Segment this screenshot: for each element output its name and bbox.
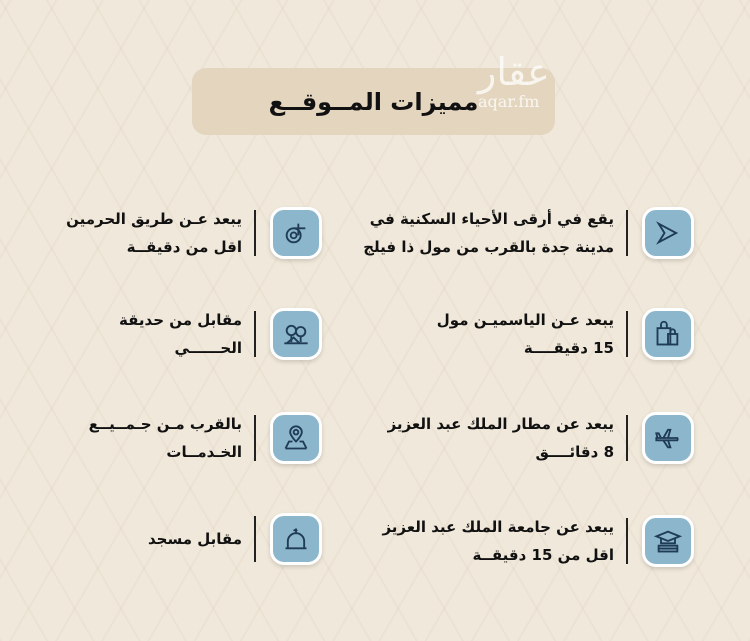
feature-item — [388, 410, 694, 466]
feature-line2: الخـدمــات — [166, 443, 242, 461]
graduation-cap-icon — [642, 515, 694, 567]
feature-item — [89, 410, 322, 466]
divider — [254, 415, 256, 461]
feature-line1: مقابل من حديقة — [119, 311, 242, 329]
feature-line1: بالقرب مـن جـمــيــع — [88, 415, 242, 433]
feature-line1: يبعد عـن طريق الحرمين — [66, 210, 242, 228]
feature-line1: مقابل مسجد — [148, 530, 242, 548]
road-icon — [270, 207, 322, 259]
feature-line2: اقل من 15 دقيقــة — [472, 546, 614, 564]
feature-line2: 15 دقيقــــة — [523, 339, 614, 357]
feature-line1: يبعد عن جامعة الملك عبد العزيز — [382, 518, 614, 536]
feature-line2: مدينة جدة بالقرب من مول ذا فيلج — [363, 238, 614, 256]
feature-line2: 8 دقائــــق — [535, 443, 614, 461]
map-pin-icon — [270, 412, 322, 464]
airplane-icon — [642, 412, 694, 464]
divider — [626, 518, 628, 564]
feature-item — [119, 306, 322, 362]
feature-item — [382, 513, 694, 569]
feature-item — [66, 205, 322, 261]
navigation-arrow-icon — [642, 207, 694, 259]
divider — [254, 210, 256, 256]
shopping-bag-icon — [642, 308, 694, 360]
trees-icon — [270, 308, 322, 360]
watermark-site: aqar.fm — [478, 92, 540, 111]
feature-line1: يبعد عن مطار الملك عبد العزيز — [387, 415, 614, 433]
feature-line1: يقع في أرقى الأحياء السكنية في — [369, 210, 614, 228]
watermark-logo: عقار — [478, 50, 550, 94]
feature-line2: الحــــــي — [174, 339, 242, 357]
divider — [626, 311, 628, 357]
divider — [254, 516, 256, 562]
page-title: مميزات المــوقــع — [268, 87, 479, 116]
feature-item — [148, 513, 322, 565]
feature-item — [437, 306, 694, 362]
feature-line1: يبعد عـن الياسميـن مول — [436, 311, 614, 329]
feature-line2: اقل من دقيقــة — [126, 238, 242, 256]
mosque-icon — [270, 513, 322, 565]
divider — [626, 415, 628, 461]
divider — [254, 311, 256, 357]
divider — [626, 210, 628, 256]
feature-item — [363, 205, 694, 261]
